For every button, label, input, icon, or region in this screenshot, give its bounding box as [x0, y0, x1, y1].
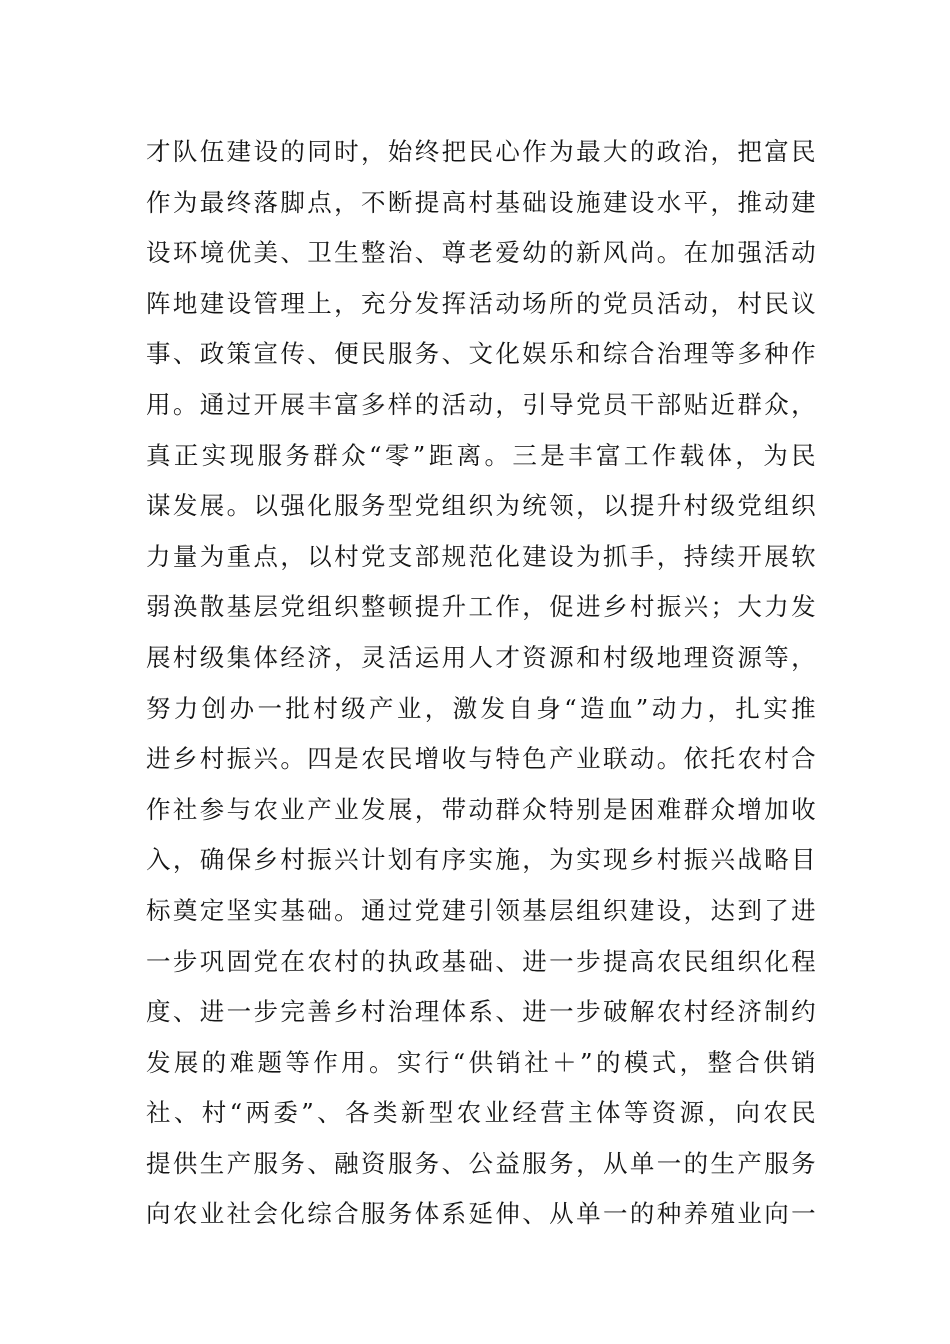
- text-line: 才队伍建设的同时，始终把民心作为最大的政治，把富民: [146, 137, 816, 166]
- text-line: 度、进一步完善乡村治理体系、进一步破解农村经济制约: [146, 997, 816, 1027]
- text-line: 向农业社会化综合服务体系延伸、从单一的种养殖业向一: [146, 1199, 816, 1229]
- text-line: 进乡村振兴。四是农民增收与特色产业联动。依托农村合: [146, 744, 816, 774]
- text-line: 一步巩固党在农村的执政基础、进一步提高农民组织化程: [146, 946, 816, 976]
- text-line: 设环境优美、卫生整治、尊老爱幼的新风尚。在加强活动: [146, 238, 816, 268]
- text-line: 真正实现服务群众“零”距离。三是丰富工作载体，为民: [146, 440, 816, 470]
- text-line: 发展的难题等作用。实行“供销社＋”的模式，整合供销: [146, 1047, 816, 1077]
- text-line: 事、政策宣传、便民服务、文化娱乐和综合治理等多种作: [146, 339, 816, 369]
- text-line: 提供生产服务、融资服务、公益服务，从单一的生产服务: [146, 1148, 816, 1178]
- text-line: 弱涣散基层党组织整顿提升工作，促进乡村振兴；大力发: [146, 592, 816, 622]
- text-line: 入，确保乡村振兴计划有序实施，为实现乡村振兴战略目: [146, 845, 816, 875]
- body-text: [146, 132, 816, 1245]
- text-line: 标奠定坚实基础。通过党建引领基层组织建设，达到了进: [146, 895, 816, 925]
- text-line: 展村级集体经济，灵活运用人才资源和村级地理资源等，: [146, 642, 816, 672]
- text-line: 用。通过开展丰富多样的活动，引导党员干部贴近群众，: [146, 389, 816, 419]
- text-line: 力量为重点，以村党支部规范化建设为抓手，持续开展软: [146, 541, 816, 571]
- text-line: 作为最终落脚点，不断提高村基础设施建设水平，推动建: [146, 187, 816, 217]
- text-line: 作社参与农业产业发展，带动群众特别是困难群众增加收: [146, 794, 816, 824]
- text-line: 社、村“两委”、各类新型农业经营主体等资源，向农民: [146, 1098, 816, 1128]
- text-line: 努力创办一批村级产业，激发自身“造血”动力，扎实推: [146, 693, 816, 723]
- text-line: 阵地建设管理上，充分发挥活动场所的党员活动，村民议: [146, 288, 816, 318]
- text-line: 谋发展。以强化服务型党组织为统领，以提升村级党组织: [146, 491, 816, 521]
